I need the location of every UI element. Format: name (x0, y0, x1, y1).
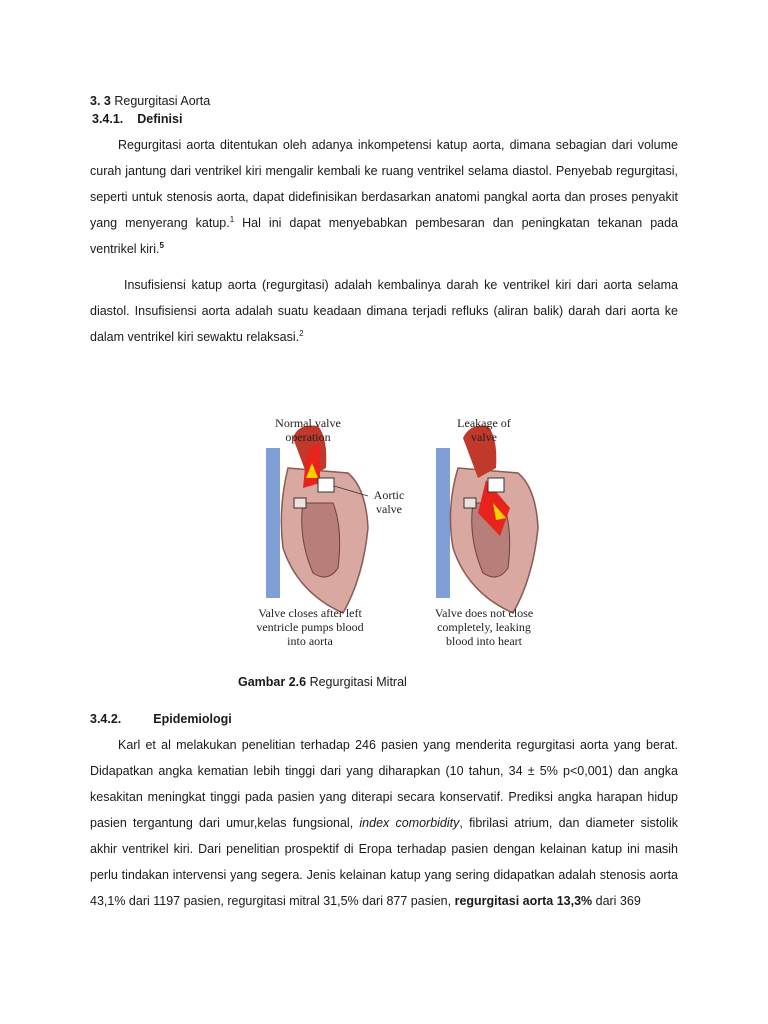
caption-prefix: Gambar 2.6 (238, 675, 307, 689)
caption-text: Regurgitasi Mitral (306, 675, 407, 689)
subsection-heading-epidemiology (90, 712, 232, 726)
normal-heart-illustration (266, 426, 368, 614)
paragraph-text: Karl et al melakukan penelitian terhadap 246 pasien yang menderita regurgitasi aorta yang berat. Didapatkan angka kematian lebih tinggi dari yang diharapkan (10 tahun, 34 ± 5% p<0,001) dan angka kesakitan meningkat tinggi pada pasien yang diterapi secara konservatif. Prediksi angka harapan hidup pasien tergantung dari umur,kelas fungsional, (90, 738, 678, 830)
label-valve-leaks: Valve does not close completely, leaking blood into heart (434, 606, 534, 648)
section-number: 3. 3 (90, 94, 111, 108)
citation: 1 (229, 214, 235, 224)
paragraph-text: dari 369 (592, 894, 641, 908)
label-normal-valve: Normal valve operation (275, 416, 341, 444)
heart-valve-figure (248, 408, 548, 658)
leaking-heart-illustration (436, 426, 538, 614)
subsection-title: Epidemiologi (153, 712, 232, 726)
paragraph-text: Hal ini dapat menyebabkan pembesaran dan peningkatan tekanan pada ventrikel kiri. (90, 216, 679, 256)
paragraph-text: Insufisiensi katup aorta (regurgitasi) adalah kembalinya darah ke ventrikel kiri dari aorta selama diastol. Insufisiensi aorta adalah suatu keadaan dimana terjadi refluks (aliran balik) darah dari aorta ke dalam ventrikel kiri sewaktu relaksasi. (90, 278, 678, 344)
label-valve-closes: Valve closes after left ventricle pumps blood into aorta (256, 606, 364, 648)
paragraph-definition-2 (90, 272, 678, 350)
label-aortic-valve: Aortic valve (373, 488, 405, 516)
label-leakage-valve: Leakage of valve (457, 416, 511, 444)
section-title: Regurgitasi Aorta (114, 94, 211, 108)
paragraph-definition-1 (90, 132, 678, 262)
italic-term: index comorbidity (359, 816, 460, 830)
section-heading (90, 94, 210, 108)
bold-term: regurgitasi aorta 13,3% (454, 894, 593, 908)
paragraph-epidemiology (90, 732, 678, 914)
subsection-heading (92, 112, 196, 126)
citation: 5 (159, 240, 164, 250)
paragraph-text: , fibrilasi atrium, dan diameter sistolik akhir ventrikel kiri. Dari penelitian prospektif di Eropa terhadap pasien dengan kelainan katup ini masih perlu tindakan intervensi yang segera. Jenis kelainan katup yang sering didapatkan adalah stenosis aorta 43,1% dari 1197 pasien, regurgitasi mitral 31,5% dari 877 pasien, (90, 816, 678, 908)
citation: 2 (299, 328, 304, 338)
subsection-title: Definisi (137, 112, 183, 126)
subsection-number: 3.4.2. (90, 712, 122, 726)
paragraph-text: Regurgitasi aorta ditentukan oleh adanya inkompetensi katup aorta, dimana sebagian dari volume curah jantung dari ventrikel kiri mengalir kembali ke ruang ventrikel selama diastol. Penyebab regurgitasi, seperti untuk stenosis aorta, dapat didefinisikan berdasarkan anatomi pangkal aorta dan proses penyakit yang menyerang katup. (90, 138, 678, 230)
subsection-number: 3.4.1. (92, 112, 124, 126)
figure-caption (238, 675, 407, 689)
